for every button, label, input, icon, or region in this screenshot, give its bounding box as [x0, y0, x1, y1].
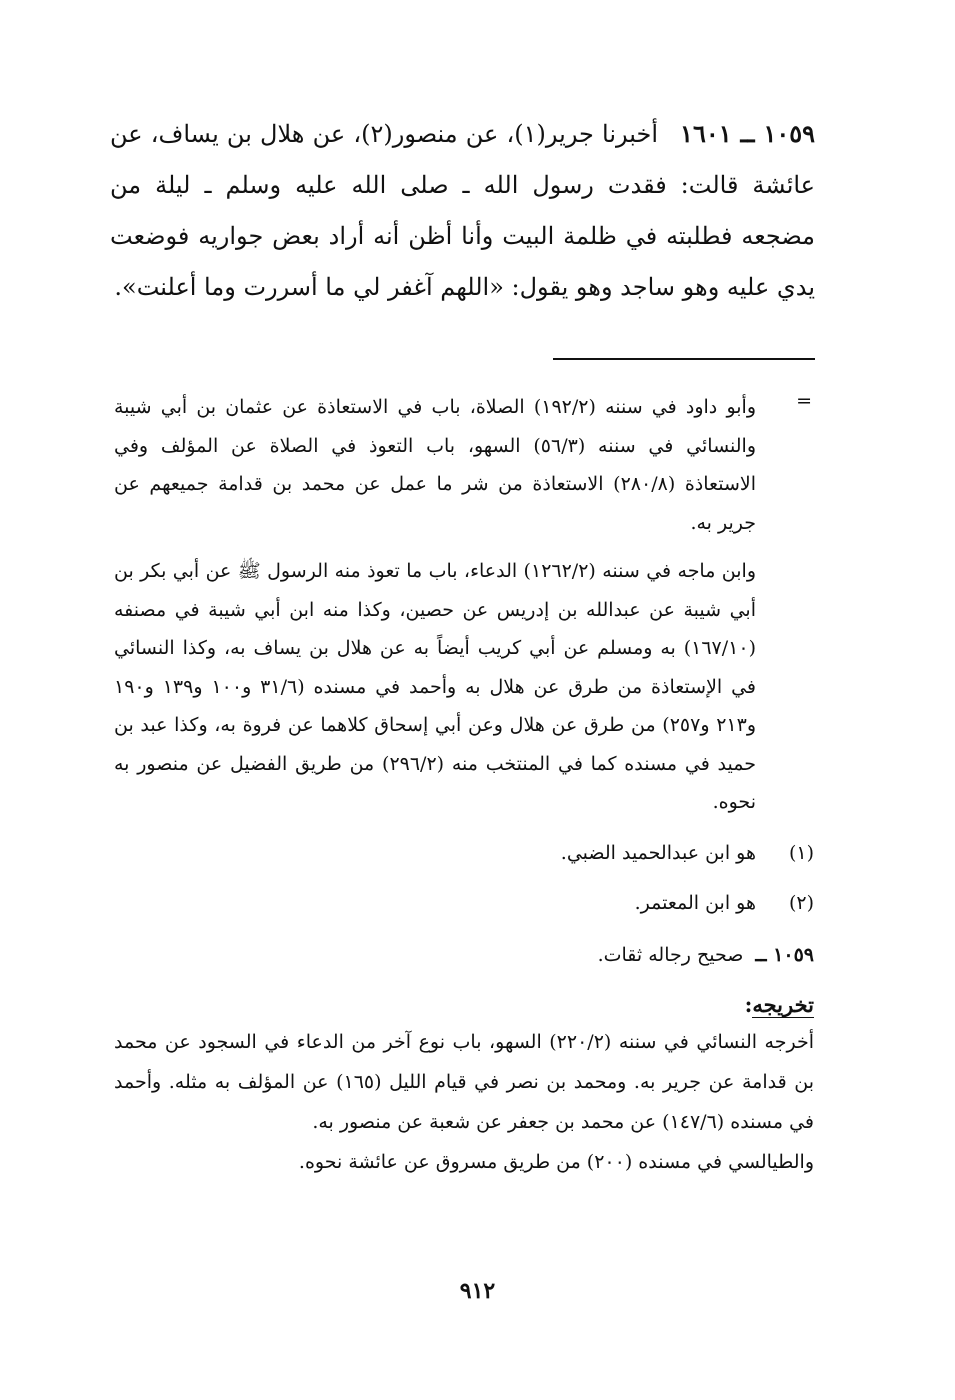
- takhrij-heading: [114, 988, 814, 1022]
- takhrij-title-suffix: :: [744, 991, 753, 1017]
- footnote-number: (١): [788, 841, 814, 864]
- grade-number: ١٠٥٩ ــ: [755, 943, 814, 966]
- continuation-paragraph: وابن ماجه في سننه (١٢٦٢/٢) الدعاء، باب ما تعوذ منه الرسول ﷺ عن أبي بكر بن أبي شيبة عن عبدالله بن إدريس عن حصين، وكذا منه ابن أبي شيبة في مصنفه (١٦٧/١٠) به ومسلم عن أبي كريب أيضاً به عن هلال بن يساف به، وكذا النسائي في الإستعاذة من طرق عن هلال به وأحمد في مسنده (٣١/٦ و١٠٠ و١٣٩ و١٩٠ و٢١٣ و٢٥٧) من طرق عن هلال وعن أبي إسحاق كلاهما عن فروة به، وكذا عبد بن حميد في مسنده كما في المنتخب منه (٢٩٦/٢) من طريق الفضيل عن منصور به نحوه.: [114, 560, 757, 813]
- footnote-text: هو ابن المعتمر.: [634, 891, 756, 914]
- footnote-number: (٢): [788, 891, 814, 914]
- takhrij-title: تخريجه: [752, 991, 814, 1017]
- takhrij-paragraph: والطيالسي في مسنده (٢٠٠) من طريق مسروق عن عائشة نحوه.: [298, 1150, 814, 1173]
- hadith-grade: [114, 936, 814, 974]
- footnote-text: هو ابن عبدالحميد الضبي.: [560, 841, 756, 864]
- takhrij-body: [114, 1022, 814, 1182]
- footnote-separator: [553, 358, 815, 360]
- takhrij-paragraph: أخرجه النسائي في سننه (٢٢٠/٢) السهو، باب نوع آخر من الدعاء في السجود عن محمد بن قدامة عن جرير به. ومحمد بن نصر في قيام الليل (١٦٥) عن المؤلف به مثله. وأحمد في مسنده (١٤٧/٦) عن محمد بن جعفر عن شعبة عن منصور به.: [114, 1030, 814, 1133]
- continuation-marker: =: [796, 390, 812, 412]
- continuation-paragraph: وأبو داود في سننه (١٩٢/٢) الصلاة، باب في الاستعاذة عن عثمان بن أبي شيبة والنسائي في سننه (٥٦/٣) السهو، باب التعوذ في الصلاة عن المؤلف وفي الاستعاذة (٢٨٠/٨) الاستعاذة من شر ما عمل عن محمد بن قدامة جميعهم عن جرير به.: [114, 396, 756, 534]
- footnote-2: [114, 884, 814, 922]
- grade-text: صحيح رجاله ثقات.: [597, 943, 744, 966]
- hadith-text-block: [110, 108, 815, 313]
- page-number: ٩١٢: [459, 1278, 496, 1304]
- footnote-continuation: [114, 388, 814, 822]
- footnotes-section: [114, 388, 814, 1182]
- hadith-number: ١٠٥٩ ــ ١٦٠١: [680, 119, 816, 148]
- hadith-body: أخبرنا جرير(١)، عن منصور(٢)، عن هلال بن يساف، عن عائشة قالت: فقدت رسول الله ـ صلى الله عليه وسلم ـ ليلة من مضجعه فطلبته في ظلمة البيت وأنا أظن أنه أراد بعض جواريه فوضعت يدي عليه وهو ساجد وهو يقول: «اللهم آغفر لي ما أسررت وما أعلنت».: [110, 120, 815, 301]
- footnote-1: [114, 834, 814, 872]
